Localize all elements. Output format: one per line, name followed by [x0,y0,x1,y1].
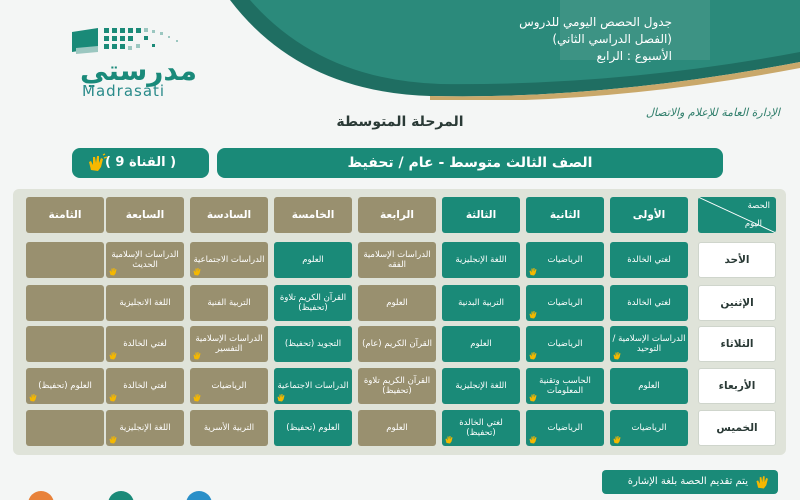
sign-language-icon [528,309,539,320]
empty-lesson-cell [26,285,104,321]
madrasati-logo [68,22,198,100]
lesson-cell[interactable]: الرياضيات [610,410,688,446]
day-label: الإثنين [698,285,776,321]
lesson-cell[interactable]: لغتي الخالدة [106,368,184,404]
corner-period-label: الحصة [747,201,770,211]
sign-language-icon [192,266,203,277]
decor-dot-blue [186,491,212,500]
lesson-cell[interactable]: العلوم [442,326,520,362]
lesson-cell[interactable]: الدراسات الإسلامية الفقه [358,242,436,278]
lesson-cell[interactable]: الدراسات الإسلامية التفسير [190,326,268,362]
channel-bar [72,148,209,178]
lesson-cell[interactable]: اللغة الإنجليزية [442,368,520,404]
corner-day-label: اليوم [744,219,762,229]
sign-language-icon [528,392,539,403]
lesson-cell[interactable]: الدراسات الإسلامية / التوحيد [610,326,688,362]
lesson-cell[interactable]: لغتي الخالدة (تحفيظ) [442,410,520,446]
sign-language-note-label: يتم تقديم الحصة بلغة الإشارة [627,476,748,487]
sign-language-icon [108,434,119,445]
lesson-cell[interactable]: الرياضيات [526,326,604,362]
sign-language-icon [28,392,39,403]
lesson-cell[interactable]: اللغة الإنجليزية [106,410,184,446]
sign-language-icon [528,434,539,445]
lesson-cell[interactable]: التجويد (تحفيظ) [274,326,352,362]
empty-lesson-cell [26,410,104,446]
empty-lesson-cell [26,326,104,362]
lesson-cell[interactable]: الرياضيات [526,410,604,446]
lesson-cell[interactable]: القرآن الكريم تلاوة (تحفيظ) [274,285,352,321]
sign-language-icon [612,350,623,361]
sign-language-icon [528,266,539,277]
lesson-cell[interactable]: الرياضيات [526,285,604,321]
sign-language-icon [612,434,623,445]
sign-language-icon [276,392,287,403]
sign-language-icon [192,350,203,361]
lesson-cell[interactable]: التربية الفنية [190,285,268,321]
lesson-cell[interactable]: التربية البدنية [442,285,520,321]
day-label: الثلاثاء [698,326,776,362]
semester-label: (الفصل الدراسي الثاني) [552,32,672,46]
period-header: السادسة [190,197,268,233]
week-label: الأسبوع : الرابع [596,49,672,63]
period-header: الثامنة [26,197,104,233]
lesson-cell[interactable]: الدراسات الاجتماعية [274,368,352,404]
table-corner-header [698,197,776,233]
period-header: الثالثة [442,197,520,233]
lesson-cell[interactable]: لغتي الخالدة [610,242,688,278]
stage-title: المرحلة المتوسطة [336,114,464,130]
sign-language-note [602,470,778,494]
lesson-cell[interactable]: العلوم (تحفيظ) [274,410,352,446]
sign-language-icon [528,350,539,361]
period-header: السابعة [106,197,184,233]
sign-language-icon [108,392,119,403]
lesson-cell[interactable]: الدراسات الإسلامية الحديث [106,242,184,278]
decor-dot-orange [28,491,54,500]
schedule-heading [372,14,672,65]
sign-language-icon [108,266,119,277]
period-header: الخامسة [274,197,352,233]
lesson-cell[interactable]: الدراسات الاجتماعية [190,242,268,278]
schedule-title: جدول الحصص اليومي للدروس [519,15,672,29]
grade-title-bar: الصف الثالث متوسط - عام / تحفيظ [217,148,723,178]
lesson-cell[interactable]: اللغة الإنجليزية [442,242,520,278]
sign-language-icon [444,434,455,445]
sign-language-icon [754,473,772,491]
sign-language-icon [108,350,119,361]
lesson-cell[interactable]: العلوم [358,410,436,446]
day-label: الأربعاء [698,368,776,404]
lesson-cell[interactable]: القرآن الكريم تلاوة (تحفيظ) [358,368,436,404]
logo-arabic-text: مدرستي [80,54,197,87]
period-header: الثانية [526,197,604,233]
lesson-cell[interactable]: لغتي الخالدة [610,285,688,321]
lesson-cell[interactable]: الرياضيات [190,368,268,404]
lesson-cell[interactable]: الرياضيات [526,242,604,278]
day-label: الأحد [698,242,776,278]
decor-dot-green [108,491,134,500]
period-header: الأولى [610,197,688,233]
sign-language-icon [86,152,108,174]
lesson-cell[interactable]: العلوم [274,242,352,278]
ministry-signature: الإدارة العامة للإعلام والاتصال [645,106,780,119]
lesson-cell[interactable]: العلوم (تحفيظ) [26,368,104,404]
day-label: الخميس [698,410,776,446]
lesson-cell[interactable]: الحاسب وتقنية المعلومات [526,368,604,404]
empty-lesson-cell [26,242,104,278]
sign-language-icon [192,392,203,403]
lesson-cell[interactable]: التربية الأسرية [190,410,268,446]
logo-english-text: Madrasati [82,82,166,100]
channel-label: ( القناة 9 ) [104,155,177,170]
lesson-cell[interactable]: العلوم [610,368,688,404]
lesson-cell[interactable]: القرآن الكريم (عام) [358,326,436,362]
lesson-cell[interactable]: لغتي الخالدة [106,326,184,362]
lesson-cell[interactable]: اللغة الانجليزية [106,285,184,321]
lesson-cell[interactable]: العلوم [358,285,436,321]
period-header: الرابعة [358,197,436,233]
